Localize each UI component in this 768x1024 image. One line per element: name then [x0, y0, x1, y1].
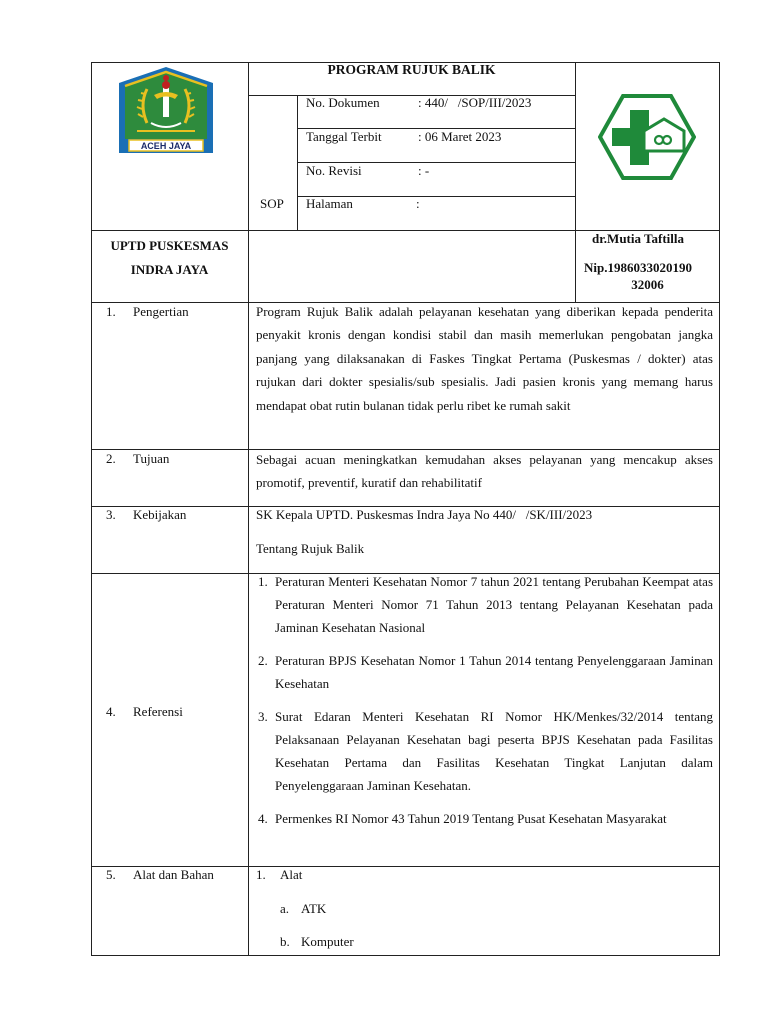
list-item-text: Peraturan BPJS Kesehatan Nomor 1 Tahun 2014 tentang Penyelenggaraan Jaminan Kesehatan [275, 653, 713, 691]
list-item-text: Peraturan Menteri Kesehatan Nomor 7 tahun 2021 tentang Perubahan Keempat atas Peraturan Menteri Nomor 71 Tahun 2013 tentang Pelayanan Kesehatan pada Jaminan Kesehatan Nasional [275, 574, 713, 635]
list-item-text: Komputer [301, 934, 354, 949]
meta-value-halaman: : [416, 196, 420, 211]
list-item-text: Surat Edaran Menteri Kesehatan RI Nomor HK/Menkes/32/2014 tentang Pelaksanaan Pelayanan Kesehatan bagi peserta BPJS Kesehatan pada Fasilitas Kesehatan Pertama dan Fasilitas Kesehatan Tingkat Lanjutan dalam Penyelenggaraan Jaminan Kesehatan. [275, 709, 713, 793]
list-item-number: 2. [258, 653, 268, 668]
emblem-text: ACEH JAYA [140, 141, 192, 151]
puskesmas-logo-icon [598, 93, 696, 181]
document-title: PROGRAM RUJUK BALIK [327, 62, 496, 77]
kebijakan-line-1: SK Kepala UPTD. Puskesmas Indra Jaya No 440/ /SK/III/2023 [256, 507, 593, 522]
list-item-number: 4. [258, 811, 268, 826]
section-number: 2. [106, 451, 116, 466]
list-item-text: ATK [301, 901, 327, 916]
list-item-number: 1. [258, 574, 268, 589]
aceh-jaya-emblem-icon [117, 65, 215, 155]
section-label-pengertian: Pengertian [133, 304, 189, 319]
section-number: 3. [106, 507, 116, 522]
org-name-line-2: INDRA JAYA [130, 262, 209, 277]
meta-label-revisi: No. Revisi [306, 163, 362, 178]
list-item-text: Permenkes RI Nomor 43 Tahun 2019 Tentang Pusat Kesehatan Masyarakat [275, 811, 667, 826]
section-number: 4. [106, 704, 116, 719]
org-name-line-1: UPTD PUSKESMAS [110, 238, 229, 253]
section-label-referensi: Referensi [133, 704, 183, 719]
list-item-number: b. [280, 934, 290, 949]
sub-list-number: 1. [256, 867, 266, 882]
pengertian-text: Program Rujuk Balik adalah pelayanan kesehatan yang diberikan kepada penderita penyakit kronis dengan kondisi stabil dan masih memerlukan pengobatan jangka panjang yang dilaksanakan di Faskes Tingkat Pertama (Puskesmas / dokter) atas rujukan dari dokter spesialis/sub spesialis. Jadi pasien kronis yang memang harus mendapat obat rutin bulanan tidak perlu ribet ke rumah sakit [256, 304, 713, 413]
meta-value-revisi: : - [418, 163, 430, 178]
section-label-tujuan: Tujuan [133, 451, 170, 466]
section-number: 1. [106, 304, 116, 319]
section-label-kebijakan: Kebijakan [133, 507, 187, 522]
sop-label: SOP [260, 196, 284, 211]
sub-list-label: Alat [280, 867, 303, 882]
list-item-number: 3. [258, 709, 268, 724]
section-number: 5. [106, 867, 116, 882]
meta-value-tanggal: : 06 Maret 2023 [418, 129, 502, 144]
meta-value-dokumen: : 440/ /SOP/III/2023 [418, 95, 532, 110]
meta-label-halaman: Halaman [306, 196, 353, 211]
signer-name: dr.Mutia Taftilla [592, 231, 684, 246]
header-divider-left [248, 62, 249, 956]
header-divider-right [575, 62, 576, 230]
meta-label-tanggal: Tanggal Terbit [306, 129, 382, 144]
kebijakan-line-2: Tentang Rujuk Balik [256, 541, 365, 556]
tujuan-text: Sebagai acuan meningkatkan kemudahan akses pelayanan yang mencakup akses promotif, preventif, kuratif dan rehabilitatif [256, 452, 713, 491]
section-label-alat-bahan: Alat dan Bahan [133, 867, 214, 882]
list-item-number: a. [280, 901, 290, 916]
signer-nip-line-2: 32006 [631, 277, 664, 292]
signer-nip-line-1: Nip.1986033020190 [584, 260, 692, 275]
meta-label-dokumen: No. Dokumen [306, 95, 380, 110]
